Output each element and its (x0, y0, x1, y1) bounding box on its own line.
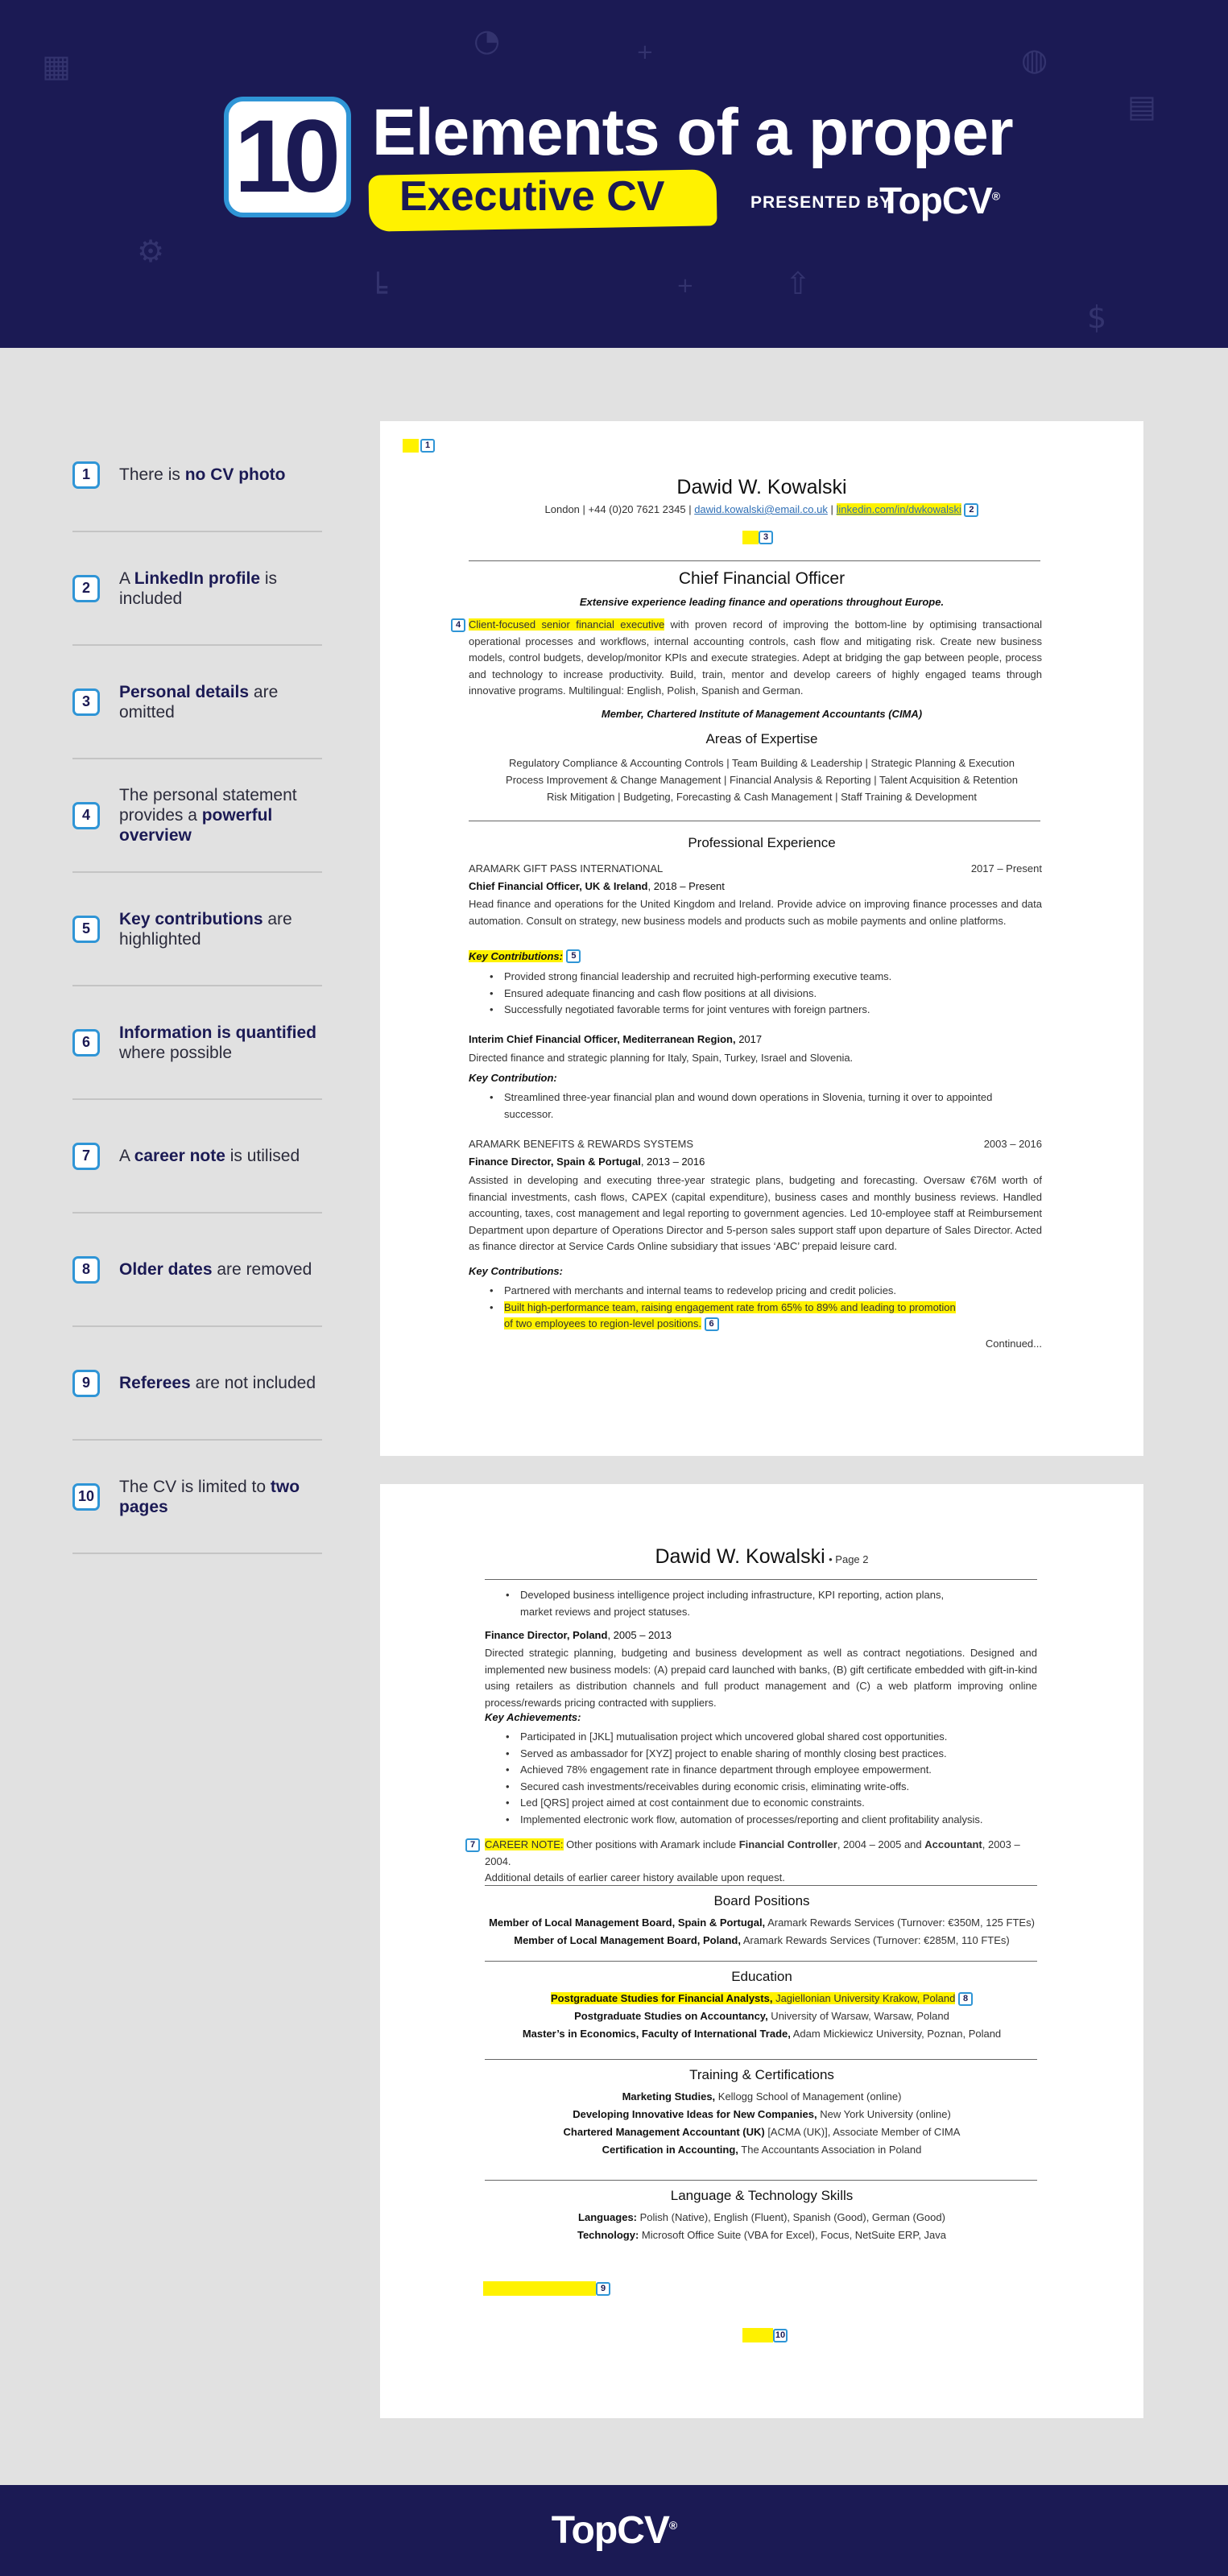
training-heading: Training & Certifications (689, 2067, 834, 2082)
dollar-icon: $ (1087, 300, 1107, 335)
role-title: Finance Director, Poland, 2005 – 2013 (485, 1629, 672, 1641)
cv-membership: Member, Chartered Institute of Management Accountants (CIMA) (601, 708, 923, 720)
contribution-list: • Streamlined three-year financial plan and wound down operations in Slovenia, turning it over to appointed successor. (469, 1090, 1042, 1123)
tag-10: 10 (773, 2329, 788, 2342)
board-list: Member of Local Management Board, Spain & Portugal, Aramark Rewards Services (Turnover: €350M, 125 FTEs) Member of Local Management Board, Poland, Aramark Rewards Services (Turnover: €285M, 110 FTEs) (489, 1916, 1035, 1946)
element-item (72, 532, 322, 646)
element-item (72, 986, 322, 1100)
header-banner (0, 0, 1228, 348)
page-end-marker (742, 2328, 773, 2342)
education-heading: Education (731, 1969, 792, 1984)
cv-headline: Chief Financial Officer (678, 569, 846, 588)
elements-list (72, 419, 322, 1554)
continued-note: Continued... (985, 1338, 1042, 1350)
cv-page-1 (380, 421, 1143, 1456)
role-description: Assisted in developing and executing three-year strategic plans, budgeting and forecasting. Oversaw €76M worth of financial investments, cash flows, CAPEX (capital expenditure), business cases and monthly business reviews. Handled accounting, taxes, cost management and legal reporting to government agencies. Led 10-employee staff at Reimbursement Department upon departure of Operations Director and 5-person sales support staff upon departure of Sales Director. Acted as finance director at Service Cards Online subsidiary that issues ‘ABC’ prepaid leisure card. (469, 1174, 1042, 1252)
key-contributions-label: Key Contributions: (469, 1265, 563, 1277)
referees-removed-marker (483, 2281, 596, 2296)
cv-name: Dawid W. Kowalski (676, 476, 847, 498)
role-description: Head finance and operations for the United Kingdom and Ireland. Provide advice on improving finance processes and data automation. Consult on strategy, new business models and products such as mobile payments and online platforms. (469, 898, 1042, 927)
linkedin-link[interactable]: linkedin.com/in/dwkowalski (836, 503, 961, 515)
element-label: A LinkedIn profile is included (119, 569, 278, 608)
rocket-icon: ⇧ (785, 266, 811, 301)
element-item (72, 759, 322, 873)
key-achievements-label: Key Achievements: (485, 1711, 581, 1723)
key-contributions-label: Key Contributions: 5 (469, 949, 581, 964)
experience-heading: Professional Experience (688, 835, 836, 850)
tag-4: 4 (451, 618, 465, 632)
role-description: Directed strategic planning, budgeting and business development as well as contract negotiations. Designed and implemented new business models: (A) prepaid card launched with banks, (B) gift certificate embedded with gift-in-kind using retailers as distribution channels and full product management and (C) a web platform improving online process/rewards pricing contracted with suppliers. (485, 1647, 1037, 1709)
cv-summary: Client-focused senior financial executive with proven record of improving the bottom-line by optimising transactional operational processes and workflows, internal accounting controls, cash flow and mitigating risk. Create new business models, control budgets, develop/monitor KPIs and execute strategies. Adept at bridging the gap between people, process and technology to increase productivity. Build, train, mentor and develop careers of highly engaged teams through innovative programs. Multilingual: English, Polish, Spanish and German. (469, 618, 1042, 697)
element-label: There is no CV photo (119, 465, 286, 484)
element-label: Personal details are omitted (119, 682, 279, 722)
stairs-icon: ╘ (369, 272, 387, 308)
element-label: Referees are not included (119, 1374, 316, 1392)
tag-7: 7 (465, 1838, 480, 1852)
element-number-badge: 9 (72, 1370, 100, 1397)
career-note: CAREER NOTE: Other positions with Aramark include Financial Controller, 2004 – 2005 and Accountant, 2003 – 2004. Additional details of earlier career history available upon request. (485, 1838, 1020, 1883)
topcv-logo: TopCV® (879, 180, 1000, 221)
page-subtitle: Executive CV (399, 173, 665, 220)
element-item (72, 1100, 322, 1214)
number-badge: 10 (224, 97, 351, 217)
contribution-list: • Provided strong financial leadership and recruited high-performing executive teams. • Ensured adequate financing and cash flow positions at all divisions. • Successfully negotiated favorable terms for joint ventures with foreign partners. (469, 969, 1042, 1019)
board-heading: Board Positions (713, 1893, 810, 1908)
page-title: Elements of a proper (372, 96, 1013, 169)
element-number-badge: 5 (72, 916, 100, 943)
element-number-badge: 1 (72, 461, 100, 489)
element-label: Key contributions are highlighted (119, 909, 292, 949)
tag-8: 8 (958, 1992, 973, 2006)
element-item (72, 1327, 322, 1441)
element-number-badge: 7 (72, 1143, 100, 1170)
cv-contact: London | +44 (0)20 7621 2345 | dawid.kowalski@email.co.uk | linkedin.com/in/dwkowalski 2 (380, 503, 1143, 517)
expertise-heading: Areas of Expertise (705, 731, 818, 746)
role-title: Finance Director, Spain & Portugal, 2013 – 2016 (469, 1156, 705, 1168)
element-number-badge: 10 (72, 1483, 100, 1511)
gear-icon: ⚙ (137, 234, 165, 269)
head-icon: ◍ (1021, 42, 1048, 77)
bullet-list: • Developed business intelligence project including infrastructure, KPI reporting, action plans, market reviews and project statuses. (485, 1587, 952, 1620)
company-row: ARAMARK BENEFITS & REWARDS SYSTEMS 2003 – 2016 (469, 1138, 1042, 1150)
tag-9: 9 (596, 2282, 610, 2296)
element-number-badge: 6 (72, 1029, 100, 1056)
element-label: Information is quantified where possible (119, 1023, 316, 1062)
cv-tagline: Extensive experience leading finance and operations throughout Europe. (579, 596, 945, 608)
bell-icon: ◔ (473, 23, 501, 58)
element-label: The CV is limited to two pages (119, 1477, 300, 1516)
tag-1: 1 (420, 439, 435, 453)
element-number-badge: 4 (72, 802, 100, 829)
training-list: Marketing Studies, Kellogg School of Management (online) Developing Innovative Ideas for New Companies, New York University (online) Chartered Management Accountant (UK) [ACMA (UK)], Associate Member of CIMA Certification in Accounting, The Accountants Association in Poland (563, 2090, 961, 2156)
tag-6: 6 (705, 1317, 719, 1331)
calendar-icon: ▦ (42, 48, 71, 84)
role-title: Interim Chief Financial Officer, Mediterranean Region, 2017 (469, 1033, 763, 1045)
element-label: Older dates are removed (119, 1260, 312, 1279)
skills-heading: Language & Technology Skills (670, 2188, 854, 2203)
tag-2: 2 (964, 503, 978, 517)
element-number-badge: 8 (72, 1256, 100, 1284)
role-description: Directed finance and strategic planning for Italy, Spain, Turkey, Israel and Slovenia. (469, 1052, 854, 1064)
company-row: ARAMARK GIFT PASS INTERNATIONAL 2017 – Present (469, 862, 1042, 875)
footer-banner (0, 2485, 1228, 2576)
element-item (72, 1441, 322, 1554)
education-list: Postgraduate Studies for Financial Analysts, Jagiellonian University Krakow, Poland 8 Postgraduate Studies on Accountancy, University of Warsaw, Warsaw, Poland Master’s in Economics, Faculty of International Trade, Adam Mickiewicz University, Poznan, Poland (522, 1992, 1002, 2040)
element-item (72, 873, 322, 986)
highlight-marker (742, 531, 759, 544)
cv-name: Dawid W. Kowalski • Page 2 (655, 1545, 869, 1568)
element-item (72, 1214, 322, 1327)
tag-3: 3 (759, 531, 773, 544)
element-number-badge: 3 (72, 688, 100, 716)
achievement-list: • Participated in [JKL] mutualisation project which uncovered global shared cost opportunities. • Served as ambassador for [XYZ] project to enable sharing of monthly closing best practices. • Achieved 78% engagement rate in finance department through employee empowerment. • Secured cash investments/receivables during economic crisis, eliminating write-offs. • Led [QRS] project aimed at cost containment due to economic constraints. • Implemented electronic work flow, automation of processes/reporting and client profitability analysis. (485, 1729, 1037, 1828)
plus-icon: + (636, 40, 654, 64)
chart-icon: ▤ (1127, 89, 1156, 124)
element-label: A career note is utilised (119, 1147, 300, 1165)
element-item (72, 646, 322, 759)
plus-icon: + (676, 274, 694, 298)
email-link[interactable]: dawid.kowalski@email.co.uk (694, 503, 828, 515)
element-label: The personal statement provides a powerful overview (119, 786, 297, 845)
presented-by: PRESENTED BY (750, 193, 892, 212)
role-title: Chief Financial Officer, UK & Ireland, 2018 – Present (469, 880, 725, 892)
highlight-marker (403, 439, 419, 453)
topcv-logo: TopCV® (551, 2509, 677, 2552)
key-contribution-label: Key Contribution: (469, 1072, 557, 1084)
tag-5: 5 (566, 949, 581, 963)
cv-page-2 (380, 1484, 1143, 2418)
element-item (72, 419, 322, 532)
expertise-list: Regulatory Compliance & Accounting Controls | Team Building & Leadership | Strategic Planning & Execution Process Improvement & Change Management | Financial Analysis & Reporting | Talent Acquisition & Retention Risk Mitigation | Budgeting, Forecasting & Cash Management | Staff Training & Development (506, 757, 1018, 803)
element-number-badge: 2 (72, 575, 100, 602)
contribution-list: • Partnered with merchants and internal teams to redevelop pricing and credit policies. • Built high-performance team, raising engagement rate from 65% to 89% and leading to promotion of two employees to region-level positions. 6 (469, 1283, 1042, 1333)
skills-list: Languages: Polish (Native), English (Fluent), Spanish (Good), German (Good) Technology: Microsoft Office Suite (VBA for Excel), Focus, NetSuite ERP, Java (577, 2211, 947, 2241)
